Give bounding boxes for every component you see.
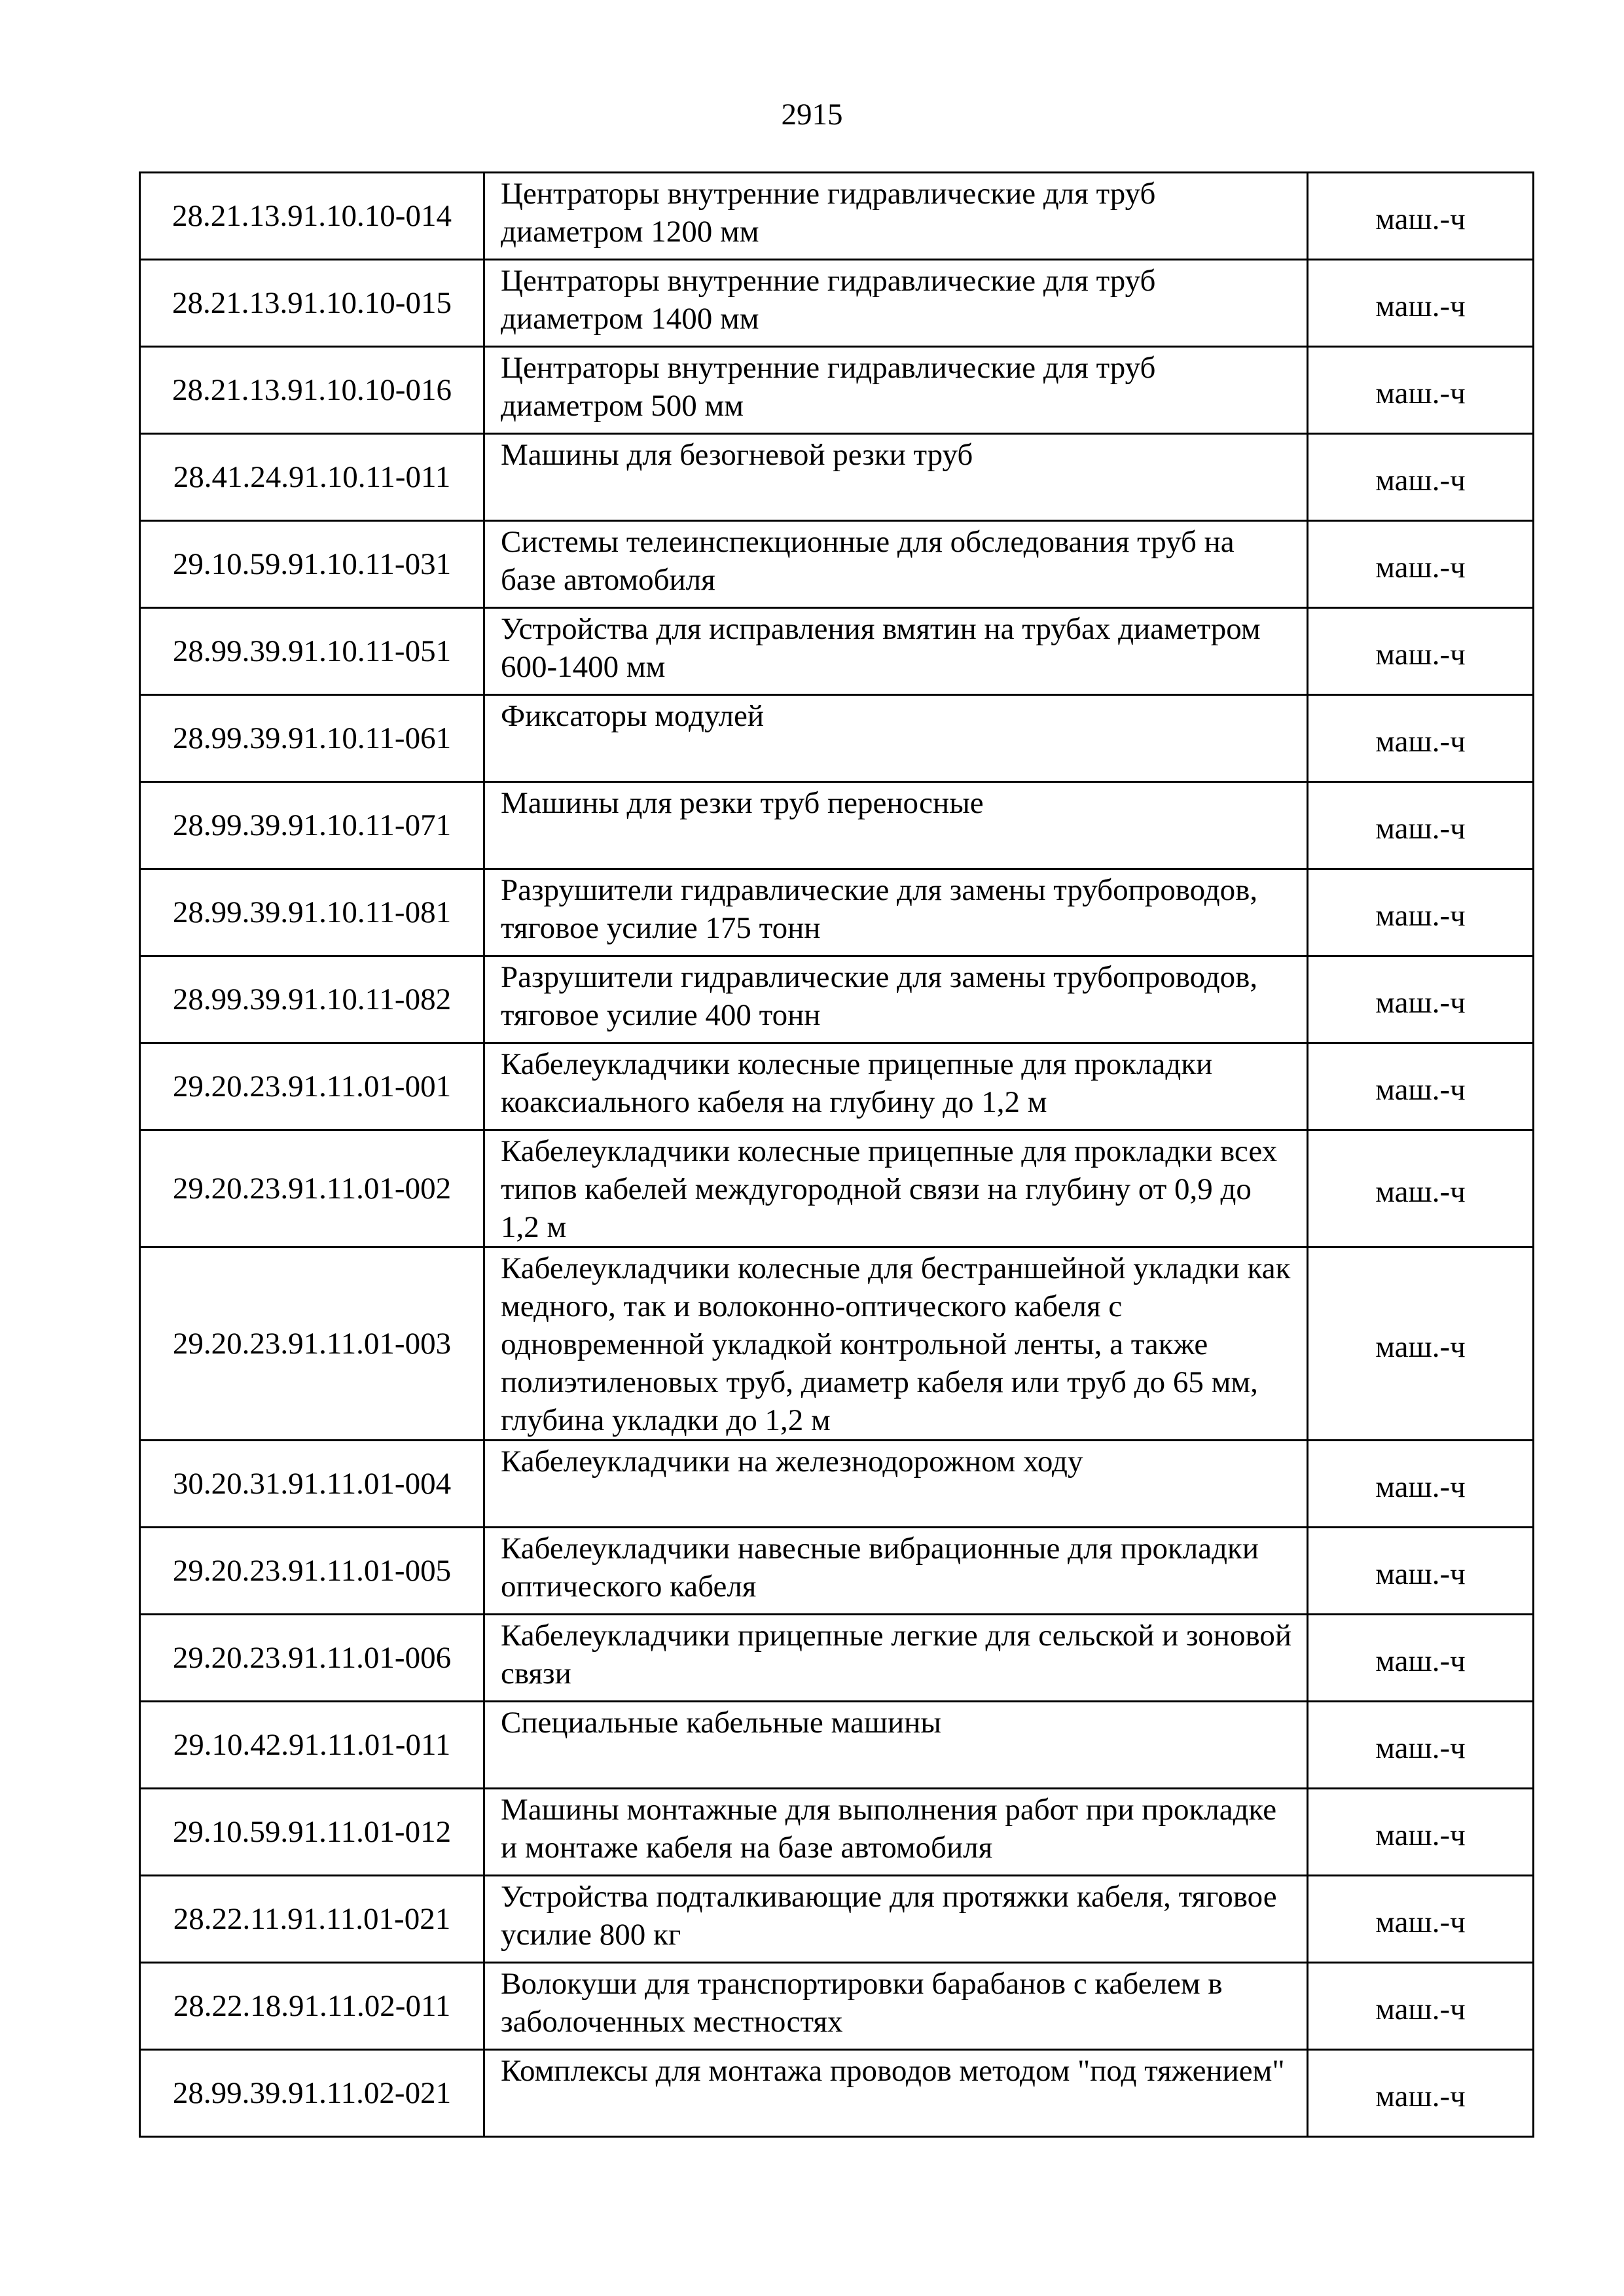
table-row — [140, 695, 1534, 782]
row-code: 28.99.39.91.10.11-051 — [140, 608, 484, 695]
row-name: Системы телеинспекционные для обследования труб на базе автомобиля — [484, 521, 1308, 608]
table-row — [140, 347, 1534, 434]
row-unit: маш.-ч — [1308, 1702, 1534, 1789]
row-code: 28.22.18.91.11.02-011 — [140, 1963, 484, 2050]
row-name: Разрушители гидравлические для замены трубопроводов, тяговое усилие 400 тонн — [484, 956, 1308, 1043]
table-row — [140, 1441, 1534, 1528]
row-code: 28.41.24.91.10.11-011 — [140, 434, 484, 521]
row-name: Кабелеукладчики колесные для бестраншейной укладки как медного, так и волоконно-оптического кабеля с одновременной укладкой контрольной ленты, а также полиэтиленовых труб, диаметр кабеля или труб до 65 мм, глубина укладки до 1,2 м — [484, 1247, 1308, 1441]
row-code: 28.21.13.91.10.10-014 — [140, 173, 484, 260]
table-row — [140, 260, 1534, 347]
row-name: Устройства подталкивающие для протяжки кабеля, тяговое усилие 800 кг — [484, 1876, 1308, 1963]
table-row — [140, 1876, 1534, 1963]
table-row — [140, 782, 1534, 869]
row-code: 28.99.39.91.10.11-071 — [140, 782, 484, 869]
row-unit: маш.-ч — [1308, 869, 1534, 956]
row-name: Специальные кабельные машины — [484, 1702, 1308, 1789]
row-unit: маш.-ч — [1308, 434, 1534, 521]
table-row — [140, 1528, 1534, 1615]
row-unit: маш.-ч — [1308, 347, 1534, 434]
row-code: 29.20.23.91.11.01-003 — [140, 1247, 484, 1441]
row-name: Центраторы внутренние гидравлические для труб диаметром 500 мм — [484, 347, 1308, 434]
row-unit: маш.-ч — [1308, 782, 1534, 869]
row-unit: маш.-ч — [1308, 956, 1534, 1043]
row-name: Разрушители гидравлические для замены трубопроводов, тяговое усилие 175 тонн — [484, 869, 1308, 956]
row-unit: маш.-ч — [1308, 608, 1534, 695]
row-name: Центраторы внутренние гидравлические для труб диаметром 1200 мм — [484, 173, 1308, 260]
row-unit: маш.-ч — [1308, 1441, 1534, 1528]
table-row — [140, 1789, 1534, 1876]
row-name: Кабелеукладчики колесные прицепные для прокладки коаксиального кабеля на глубину до 1,2 м — [484, 1043, 1308, 1130]
row-name: Кабелеукладчики на железнодорожном ходу — [484, 1441, 1308, 1528]
row-unit: маш.-ч — [1308, 1615, 1534, 1702]
page-number: 2915 — [781, 98, 843, 132]
row-unit: маш.-ч — [1308, 521, 1534, 608]
row-name: Машины для резки труб переносные — [484, 782, 1308, 869]
row-unit: маш.-ч — [1308, 1528, 1534, 1615]
table-row — [140, 869, 1534, 956]
machine-rates-table — [139, 171, 1534, 2138]
row-unit: маш.-ч — [1308, 1130, 1534, 1247]
table-row — [140, 1963, 1534, 2050]
row-unit: маш.-ч — [1308, 1789, 1534, 1876]
row-code: 29.10.42.91.11.01-011 — [140, 1702, 484, 1789]
row-name: Устройства для исправления вмятин на трубах диаметром 600-1400 мм — [484, 608, 1308, 695]
row-name: Фиксаторы модулей — [484, 695, 1308, 782]
row-unit: маш.-ч — [1308, 1963, 1534, 2050]
row-unit: маш.-ч — [1308, 2050, 1534, 2137]
table-row — [140, 521, 1534, 608]
row-unit: маш.-ч — [1308, 260, 1534, 347]
row-code: 28.99.39.91.10.11-081 — [140, 869, 484, 956]
row-name: Центраторы внутренние гидравлические для труб диаметром 1400 мм — [484, 260, 1308, 347]
row-name: Машины для безогневой резки труб — [484, 434, 1308, 521]
row-code: 28.22.11.91.11.01-021 — [140, 1876, 484, 1963]
row-name: Комплексы для монтажа проводов методом "под тяжением" — [484, 2050, 1308, 2137]
row-unit: маш.-ч — [1308, 695, 1534, 782]
row-name: Волокуши для транспортировки барабанов с кабелем в заболоченных местностях — [484, 1963, 1308, 2050]
row-code: 29.20.23.91.11.01-002 — [140, 1130, 484, 1247]
row-name: Кабелеукладчики колесные прицепные для прокладки всех типов кабелей междугородной связи на глубину от 0,9 до 1,2 м — [484, 1130, 1308, 1247]
row-code: 28.21.13.91.10.10-015 — [140, 260, 484, 347]
row-code: 28.21.13.91.10.10-016 — [140, 347, 484, 434]
table-row — [140, 956, 1534, 1043]
row-code: 28.99.39.91.10.11-061 — [140, 695, 484, 782]
row-code: 29.20.23.91.11.01-005 — [140, 1528, 484, 1615]
table-row — [140, 1247, 1534, 1441]
row-code: 29.10.59.91.10.11-031 — [140, 521, 484, 608]
table-row — [140, 173, 1534, 260]
table-row — [140, 1130, 1534, 1247]
table-row — [140, 434, 1534, 521]
row-unit: маш.-ч — [1308, 1043, 1534, 1130]
row-name: Кабелеукладчики навесные вибрационные для прокладки оптического кабеля — [484, 1528, 1308, 1615]
row-unit: маш.-ч — [1308, 173, 1534, 260]
table-row — [140, 1702, 1534, 1789]
table-row — [140, 1615, 1534, 1702]
row-code: 29.20.23.91.11.01-006 — [140, 1615, 484, 1702]
row-code: 30.20.31.91.11.01-004 — [140, 1441, 484, 1528]
row-code: 29.20.23.91.11.01-001 — [140, 1043, 484, 1130]
row-code: 28.99.39.91.10.11-082 — [140, 956, 484, 1043]
row-unit: маш.-ч — [1308, 1876, 1534, 1963]
row-name: Кабелеукладчики прицепные легкие для сельской и зоновой связи — [484, 1615, 1308, 1702]
table-row — [140, 1043, 1534, 1130]
row-name: Машины монтажные для выполнения работ при прокладке и монтаже кабеля на базе автомобиля — [484, 1789, 1308, 1876]
table-row — [140, 608, 1534, 695]
table-row — [140, 2050, 1534, 2137]
row-unit: маш.-ч — [1308, 1247, 1534, 1441]
row-code: 28.99.39.91.11.02-021 — [140, 2050, 484, 2137]
row-code: 29.10.59.91.11.01-012 — [140, 1789, 484, 1876]
